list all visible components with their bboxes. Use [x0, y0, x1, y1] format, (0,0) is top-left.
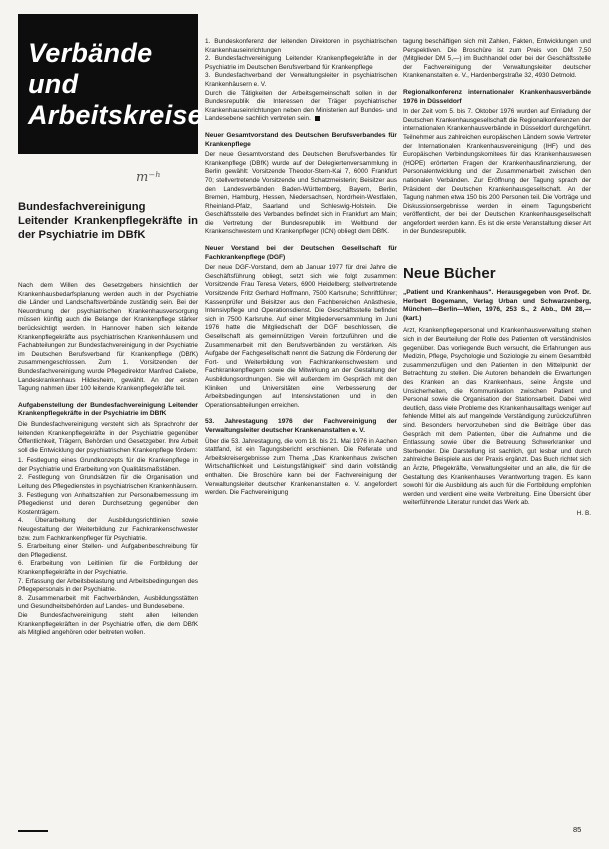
dgf-heading: Neuer Vorstand bei der Deutschen Gesellschaft für Fachkrankenpflege (DGF) — [205, 245, 397, 261]
jahrestagung-body: Über die 53. Jahrestagung, die vom 18. bis 21. Mai 1976 in Aachen stattfand, ist ein Tagungsbericht erschienen. Die Referate und Arbeitskreisergebnisse zum Thema „Das Krankenhaus zwischen Wirtschaftlichkeit und Leistungsfähigkeit" sind darin vollständig enthalten. Die Broschüre kann bei der Fachvereinigung der Verwaltungsleiter deutscher Krankenanstalten e. V. angefordert werden. Die Fachvereinigung — [205, 437, 397, 497]
review-initials: H. B. — [576, 509, 591, 517]
aims-closing: Die Bundesfachvereinigung steht allen leitenden Krankenpflegekräften in der Psychiatrie offen, die dem DBfK als Mitglied angehören oder beitreten wollen. — [18, 611, 198, 637]
page-number: 85 — [573, 825, 582, 834]
feature-intro: Nach dem Willen des Gesetzgebers hinsichtlich der Krankenhausbedarfsplanung werden auch in der Psychiatrie die Länder und Landschaftsverbände zuständig sein. Bei der Neuordnung der psychiatrischen Krankenhausversorgung müssen künftig auch die Belange der Krankenpflege stärker berücksichtigt werden. In Hannover haben sich leitende Krankenpflegekräfte aus psychiatrischen Krankenhäusern und Fachabteilungen zur Bundesfachvereinigung in der Psychiatrie im Deutschen Berufsverband für Krankenpflege (DBfK) zusammengeschlossen. Zum 1. Vorsitzenden der Bundesfachvereinigung wurde Pflegedirektor Manfred Caliebe, Landeskrankenhaus Hildesheim, gewählt. An der ersten Tagung nahmen über 100 leitende Krankenpflegekräfte teil. — [18, 282, 198, 393]
dgf-body: Der neue DGF-Vorstand, dem ab Januar 1977 für drei Jahre die Geschäftsführung obliegt, setzt sich wie folgt zusammen: Vorsitzende Frau Teresa Veters, 6900 Heidelberg; stellvertretende Vorsitzende Fritz Gerhard Hoffmann, 7500 Karlsruhe; Schriftführer; Kassenprüfer und Beisitzer aus den Fachbereichen Anästhesie, Intensivpflege und Operationsdienst. Die Geschäftsstelle befindet sich in 7500 Karlsruhe. Auf einer Mitgliederversammlung im Juni 1976 hatte die Mitgliedschaft der DGF beschlossen, die Gesellschaft als gemeinnützigen Verein fortzuführen und die Zusammenarbeit mit den Berufsverbänden zu verstärken. Als Aufgabe der Fachgesellschaft nennt die Satzung die Förderung der Fort- und Weiterbildung von Fachkrankenschwestern und Fachkrankenpflegern sowie die Mitwirkung an der Gestaltung der Ausbildungsordnungen. Sie will außerdem im Gespräch mit den Kliniken und Universitäten eine Verbesserung der Arbeitsbedingungen auf Intensivstationen und in den Operationsabteilungen erreichen. — [205, 264, 397, 409]
book-heading: „Patient und Krankenhaus". Herausgegeben von Prof. Dr. Herbert Bogemann, Verlag Urban und Schwarzenberg, München—Berlin—Wien, 1976, 253 S., 2 Abb., DM 28,— (kart.) — [403, 289, 591, 322]
book-review: Arzt, Krankenpflegepersonal und Krankenhausverwaltung stehen sich in der Beurteilung der Rolle des Patienten oft verständnislos gegenüber. Das vorliegende Buch versucht, die Erfahrungen aus Medizin, Pflege, Psychologie und Soziologie zu einem Gesamtbild zusammenzufügen und den Patienten in den Mittelpunkt der Betrachtung zu stellen. Die Autoren behandeln die Erwartungen des Kranken an das Krankenhaus, seine Ängste und Unsicherheiten, die Kommunikation zwischen Patient und Personal sowie die Organisation der Stationsarbeit. Dabei wird deutlich, dass viele Probleme des Krankenhausalltags weniger auf fehlende Mittel als auf mangelnde Verständigung zurückzuführen sind. Besonders hervorzuheben sind die Beiträge über das Gespräch mit dem Patienten, über die Aufnahme und die Entlassung sowie über die Betreuung Schwerkranker und Sterbender. Die Darstellung ist sachlich, gut lesbar und durch zahlreiche Beispiele aus der Praxis ergänzt. Das Buch richtet sich an Ärzte, Pflegekräfte, Verwaltungsleiter und an alle, die für die Gestaltung des Krankenhauses Verantwortung tragen. Es kann sowohl für die Ausbildung als auch für die Fortbildung empfohlen werden und verdient eine weite Verbreitung. Eine Übersicht über weiterführende Literatur rundet das Werk ab. — [403, 327, 591, 507]
aims-list-item: 1. Festlegung eines Grundkonzepts für die Krankenpflege in der Psychiatrie und Erarbeitung von Qualitätsmaßstäben. — [18, 457, 198, 473]
column-right — [403, 38, 591, 521]
column-left — [18, 14, 203, 640]
dbfk-body: Der neue Gesamtvorstand des Deutschen Berufsverbandes für Krankenpflege (DBfK) wurde auf der Delegiertenversammlung in Berlin gewählt: Vorsitzende Theodor-Stern-Kai 7, 6000 Frankfurt 70; stellvertretende Vorsitzende und Schatzmeisterin; Beisitzer aus den Landesverbänden Baden-Württemberg, Bayern, Berlin, Bremen, Hamburg, Hessen, Niedersachsen, Nordrhein-Westfalen, Rheinland-Pfalz, Saarland und Schleswig-Holstein. Die Geschäftsstelle des Verbandes befindet sich in Frankfurt am Main; die Vertretung der Bundesrepublik im Weltbund der Krankenschwestern und Krankenpfleger (ICN) obliegt dem DBfK. — [205, 151, 397, 236]
jahrestagung-continued: tagung beschäftigen sich mit Zahlen, Fakten, Entwicklungen und Perspektiven. Die Broschüre ist zum Preis von DM 7,50 (Mitglieder DM 5,—) im Buchhandel oder bei der Geschäftsstelle der Fachvereinigung der Verwaltungsleiter deutscher Krankenanstalten e. V., Hardenbergstraße 32, 4930 Detmold. — [403, 38, 591, 80]
member-list — [205, 38, 397, 90]
feature-title: Bundesfachvereinigung Leitender Krankenpflegekräfte in der Psychiatrie im DBfK — [18, 201, 198, 241]
aims-list-item: 7. Erfassung der Arbeitsbelastung und Arbeitsbedingungen des Pflegepersonals in der Psychiatrie. — [18, 577, 198, 594]
member-list-item: 2. Bundesfachvereinigung Leitender Krankenpflegekräfte in der Psychiatrie im Deutschen Berufsverband für Krankenpflege — [205, 55, 397, 71]
aims-list-item: 8. Zusammenarbeit mit Fachverbänden, Ausbildungsstätten und Gesundheitsbehörden auf Landes- und Bundesebene. — [18, 594, 198, 611]
aims-list-item: 5. Erarbeitung einer Stellen- und Aufgabenbeschreibung für den Pflegedienst. — [18, 543, 198, 559]
aims-list-item: 4. Überarbeitung der Ausbildungsrichtlinien sowie Neugestaltung der Weiterbildung zur Fachkrankenschwester bzw. zum Fachkrankenpfleger für Psychiatrie. — [18, 517, 198, 542]
books-section-title: Neue Bücher — [403, 265, 496, 283]
member-list-closing: Durch die Tätigkeiten der Arbeitsgemeinschaft sollen in der Bundesrepublik die Interessen der Träger psychiatrischer Krankenhauseinrichtungen neben den Ministerien auf Bundes- und Landesebene sachlich vertreten sein. — [205, 89, 397, 123]
section-banner — [18, 14, 203, 154]
end-mark-icon — [315, 116, 320, 121]
aims-list — [18, 457, 198, 612]
column-middle — [205, 38, 397, 500]
aims-heading: Aufgabenstellung der Bundesfachvereinigung Leitender Krankenpflegekräfte in der Psychiatrie im DBfK — [18, 401, 198, 418]
footer-rule — [18, 830, 48, 832]
aims-list-item: 3. Festlegung von Anhaltszahlen zur Personalbemessung im Pflegedienst und deren Durchsetzung gegenüber den Kostenträgern. — [18, 491, 198, 516]
regionalkonferenz-heading: Regionalkonferenz internationaler Krankenhausverbände 1976 in Düsseldorf — [403, 88, 591, 105]
handwritten-note: m⁻ʰ — [136, 170, 161, 185]
dbfk-heading: Neuer Gesamtvorstand des Deutschen Berufsverbandes für Krankenpflege — [205, 131, 397, 148]
aims-list-item: 6. Erarbeitung von Leitlinien für die Fortbildung der Krankenpflegekräfte in der Psychiatrie. — [18, 560, 198, 576]
aims-intro: Die Bundesfachvereinigung versteht sich als Sprachrohr der leitenden Krankenpflegekräfte in der Psychiatrie gegenüber Öffentlichkeit, Trägern, Behörden und Gesetzgeber. Ihre Arbeit soll die Entwicklung der psychiatrischen Krankenpflege fördern: — [18, 420, 198, 454]
jahrestagung-heading: 53. Jahrestagung 1976 der Fachvereinigung der Verwaltungsleiter deutscher Krankenanstalten e. V. — [205, 418, 397, 434]
regionalkonferenz-body: In der Zeit vom 5. bis 7. Oktober 1976 wurden auf Einladung der Deutschen Krankenhausgesellschaft die Regionalkonferenzen der internationalen Krankenhausverbände in Düsseldorf durchgeführt. Teilnehmer aus zahlreichen europäischen Ländern sowie Vertreter der Internationalen Krankenhausvereinigung (IHF) und des Europäischen Verbindungskomitees für das Krankenhauswesen (HOPE) erörterten Fragen der Krankenhausfinanzierung, der Personalentwicklung und der Zusammenarbeit zwischen den nationalen Verbänden. Zur Eröffnung der Tagung sprach der Präsident der Deutschen Krankenhausgesellschaft. An der Tagung nahmen etwa 150 bis 200 Personen teil. Die Vorträge und Diskussionsergebnisse werden in einem Tagungsbericht veröffentlicht, der bei der Deutschen Krankenhausgesellschaft angefordert werden kann. Es ist die erste Veranstaltung dieser Art in der Bundesrepublik. — [403, 108, 591, 236]
section-title: Verbände und Arbeitskreise — [28, 37, 203, 130]
aims-list-item: 2. Festlegung von Grundsätzen für die Organisation und Leitung des Pflegedienstes in psychiatrischen Krankenhäusern. — [18, 474, 198, 491]
member-list-item: 1. Bundeskonferenz der leitenden Direktoren in psychiatrischen Krankenhauseinrichtungen — [205, 38, 397, 54]
member-list-item: 3. Bundesfachverband der Verwaltungsleiter in psychiatrischen Krankenhäusern e. V. — [205, 72, 397, 88]
